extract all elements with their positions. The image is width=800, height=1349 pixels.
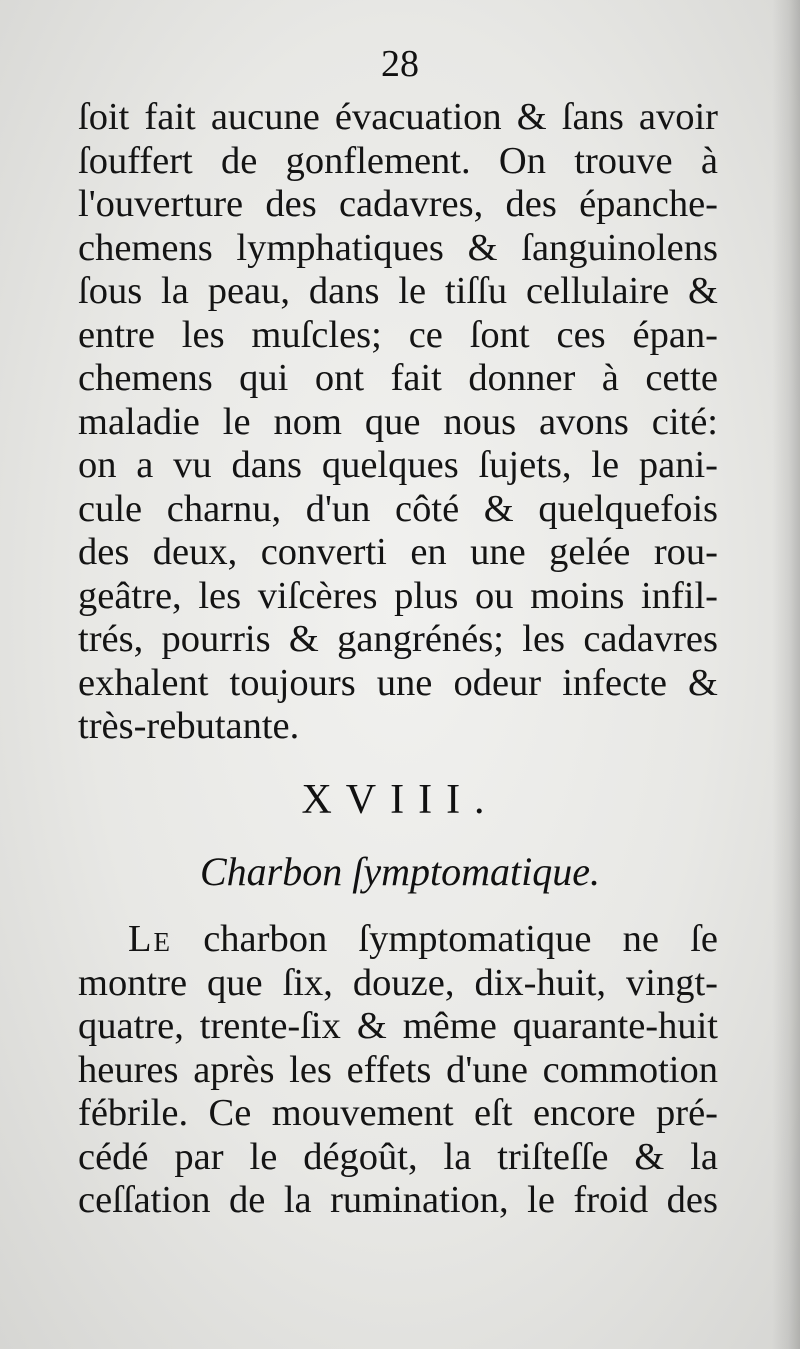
paragraph-body-2 (78, 918, 718, 1223)
text-line: des deux, converti en une gelée rou- (78, 531, 718, 573)
text-line: maladie le nom que nous avons cité: (78, 400, 718, 443)
text-line: chemens qui ont fait donner à cette (78, 357, 718, 399)
text-line: trés, pourris & gangrénés; les cadavres (78, 618, 718, 660)
text-line: quatre, trente-ſix & même quarante-huit (78, 1005, 718, 1047)
drop-lead-word: Le (128, 918, 173, 960)
text-line: cédé par le dégoût, la triſteſſe & la (78, 1135, 718, 1178)
text-line: cule charnu, d'un côté & quelquefois (78, 487, 718, 530)
section-title: Charbon ſymptomatique. (200, 849, 600, 894)
text-line: heures après les effets d'une commotion (78, 1048, 718, 1091)
text-line: l'ouverture des cadavres, des épanche- (78, 183, 718, 225)
text-line: entre les muſcles; ce ſont ces épan- (78, 313, 718, 356)
page-edge-shadow (772, 0, 800, 1349)
text-line: chemens lymphatiques & ſanguinolens (78, 226, 718, 269)
text-line: très-rebutante. (78, 705, 300, 747)
text-line: ſous la peau, dans le tiſſu cellulaire & (78, 270, 718, 312)
text-line-first (78, 918, 718, 962)
text-line: ſoit fait aucune évacuation & ſans avoir (78, 96, 718, 138)
page-number: 28 (381, 43, 419, 85)
text-line: exhalent toujours une odeur infecte & (78, 661, 718, 704)
text-line: montre que ſix, douze, dix-huit, vingt- (78, 961, 718, 1004)
text-line: ſouffert de gonflement. On trouve à (78, 139, 718, 182)
section-number: XVIII. (301, 777, 499, 823)
paragraph-body-1 (78, 96, 718, 749)
text-line: fébrile. Ce mouvement eſt encore pré- (78, 1092, 718, 1134)
text-line: ceſſation de la rumination, le froid des (78, 1179, 718, 1221)
text-line: geâtre, les viſcères plus ou moins infil- (78, 574, 718, 617)
text-line-remainder: charbon ſymptomatique ne ſe (203, 918, 718, 960)
text-line: on a vu dans quelques ſujets, le pani- (78, 444, 718, 486)
